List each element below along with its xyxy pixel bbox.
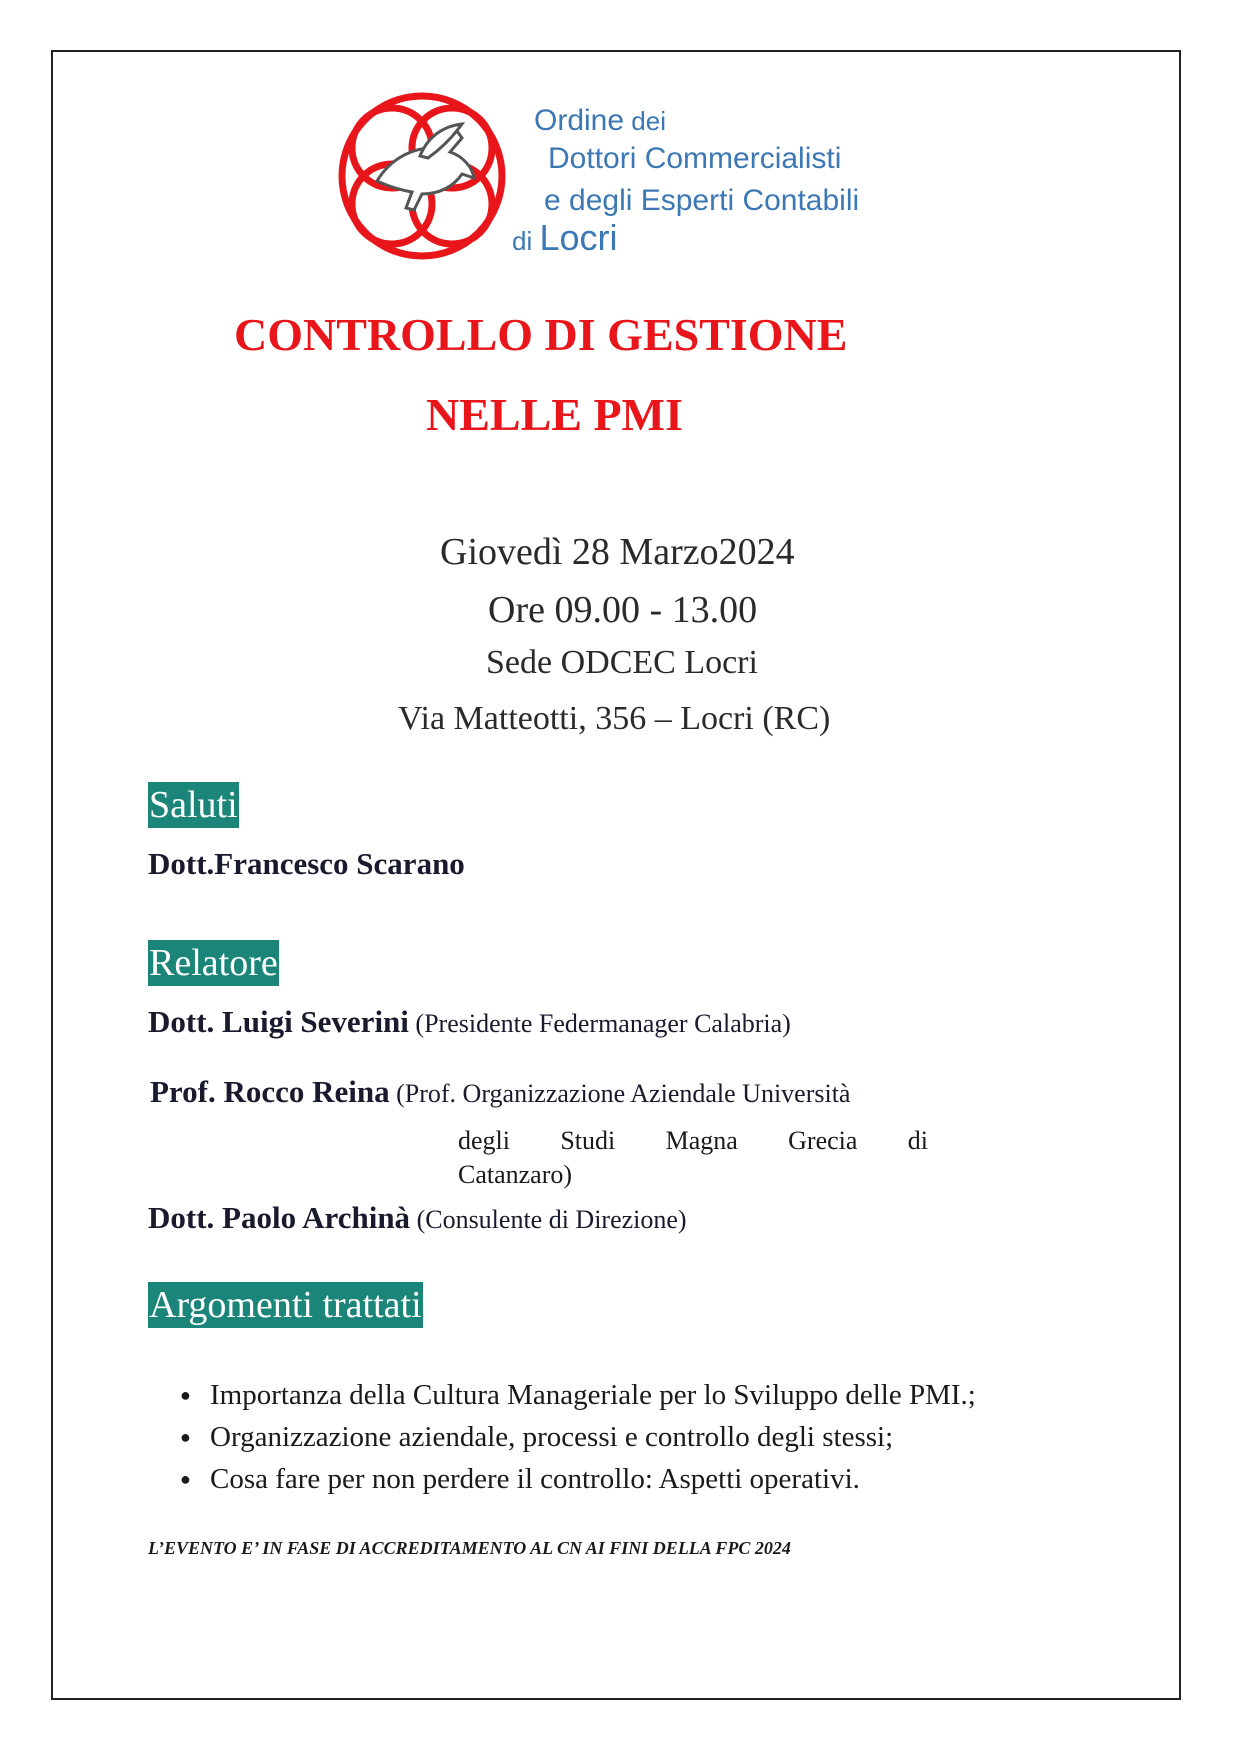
event-address: Via Matteotti, 356 – Locri (RC) xyxy=(398,700,831,737)
event-time: Ore 09.00 - 13.00 xyxy=(488,589,758,631)
relatore-role-continuation: degli Studi Magna Grecia di Catanzaro) xyxy=(458,1126,928,1189)
logo-line-3: e degli Esperti Contabili xyxy=(544,184,860,217)
relatore-role: (Prof. Organizzazione Aziendale Università xyxy=(389,1079,851,1108)
saluti-person: Dott.Francesco Scarano xyxy=(148,846,465,881)
section-heading-argomenti: Argomenti trattati xyxy=(149,1284,422,1326)
relatore-name: Prof. Rocco Reina xyxy=(150,1074,390,1109)
relatore-item xyxy=(148,1200,687,1236)
section-heading-saluti: Saluti xyxy=(149,784,238,826)
relatore-role: (Consulente di Direzione) xyxy=(410,1205,687,1234)
odcec-logo xyxy=(322,86,922,266)
topics-list xyxy=(180,1374,976,1500)
bullet-icon: ● xyxy=(180,1385,191,1405)
section-heading-relatore: Relatore xyxy=(149,942,278,984)
pegasus-emblem-icon xyxy=(322,86,522,266)
logo-line-1: Ordine dei xyxy=(534,104,666,137)
list-item: ● Cosa fare per non perdere il controllo: Aspetti operativi. xyxy=(180,1458,976,1500)
relatore-item xyxy=(150,1074,850,1110)
list-item: ● Organizzazione aziendale, processi e controllo degli stessi; xyxy=(180,1416,976,1458)
accreditation-note: L’EVENTO E’ IN FASE DI ACCREDITAMENTO AL CN AI FINI DELLA FPC 2024 xyxy=(148,1538,791,1558)
bullet-icon: ● xyxy=(180,1427,191,1447)
logo-line-4: di Locri xyxy=(512,217,618,258)
relatore-name: Dott. Luigi Severini xyxy=(148,1004,409,1039)
event-title-line-1: CONTROLLO DI GESTIONE xyxy=(234,309,848,360)
logo-line-2: Dottori Commercialisti xyxy=(548,142,842,175)
bullet-icon: ● xyxy=(180,1469,191,1489)
relatore-role: (Presidente Federmanager Calabria) xyxy=(408,1009,791,1038)
event-date: Giovedì 28 Marzo2024 xyxy=(440,531,795,573)
list-item: ● Importanza della Cultura Manageriale per lo Sviluppo delle PMI.; xyxy=(180,1374,976,1416)
relatore-name: Dott. Paolo Archinà xyxy=(148,1200,411,1235)
event-venue: Sede ODCEC Locri xyxy=(486,644,758,681)
event-title-line-2: NELLE PMI xyxy=(426,389,683,440)
relatore-item xyxy=(148,1004,791,1040)
